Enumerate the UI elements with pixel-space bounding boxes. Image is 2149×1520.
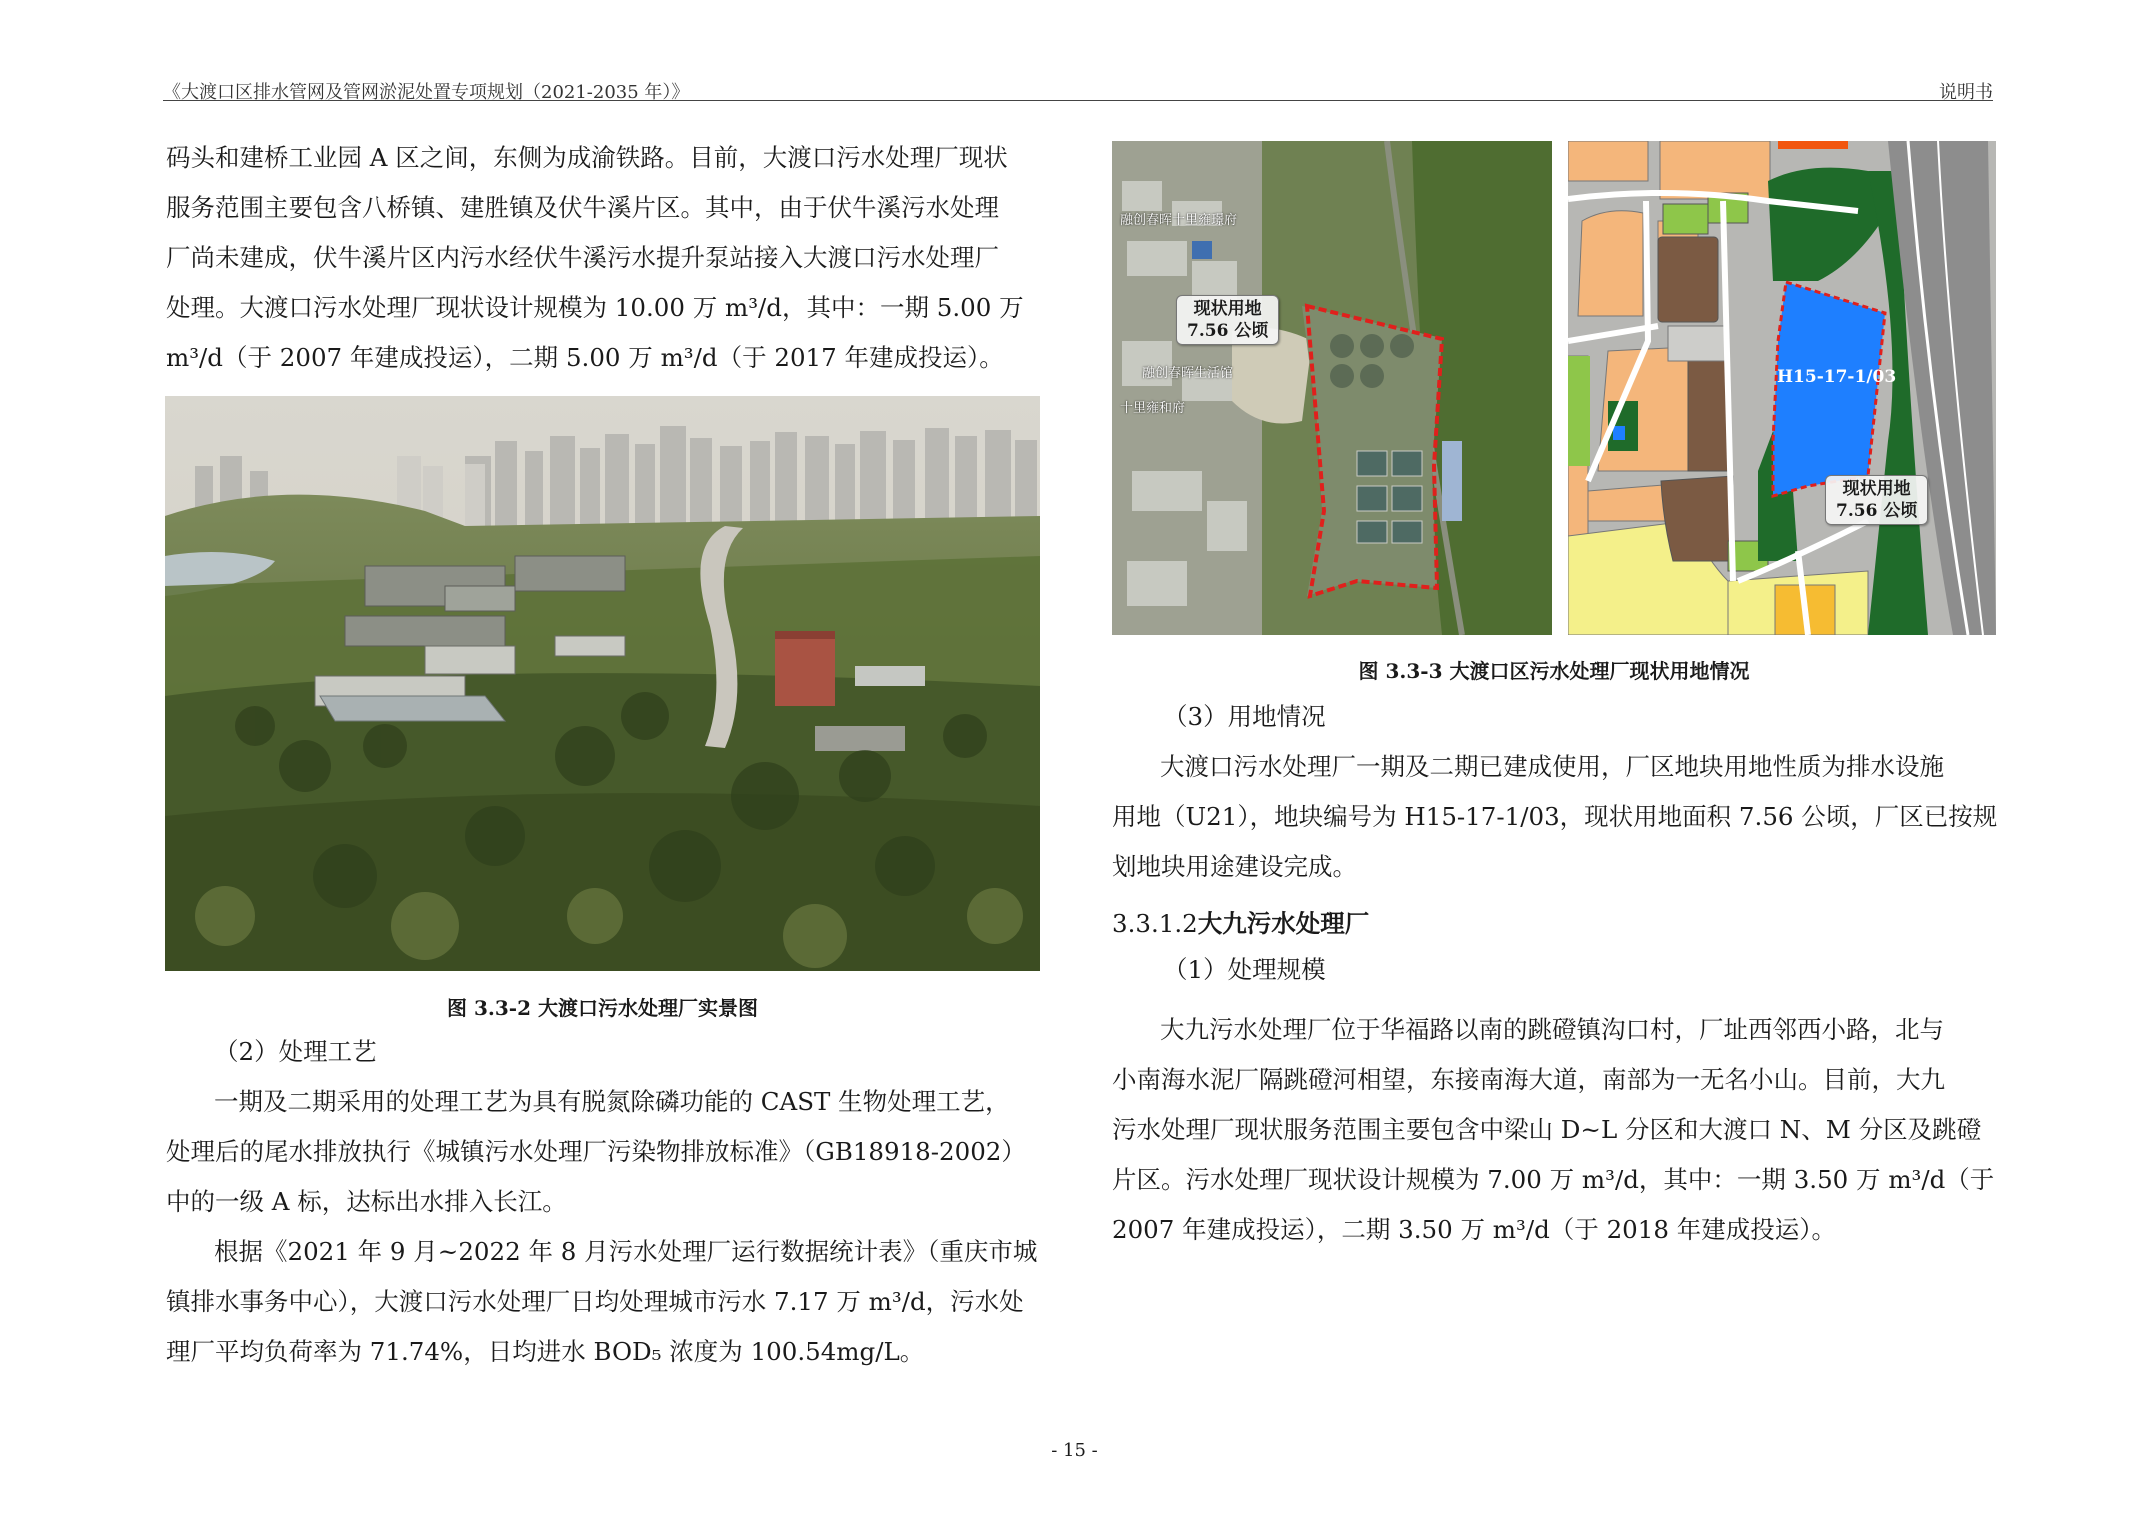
land-use-illustration [1568,141,1996,635]
text-line: 2007 年建成投运），二期 3.50 万 m³/d（于 2018 年建成投运）。 [1112,1215,1836,1244]
text-line: 服务范围主要包含八桥镇、建胜镇及伏牛溪片区。其中，由于伏牛溪污水处理 [166,193,999,222]
text-line: 镇排水事务中心），大渡口污水处理厂日均处理城市污水 7.17 万 m³/d，污水处 [166,1287,1024,1316]
text-line: 处理后的尾水排放执行《城镇污水处理厂污染物排放标准》（GB18918-2002） [166,1137,1026,1166]
text-line: 厂尚未建成，伏牛溪片区内污水经伏牛溪污水提升泵站接入大渡口污水处理厂 [166,243,999,272]
subsection-title: 大九污水处理厂 [1197,909,1370,938]
place-label: 融创春晖生活馆 [1142,366,1234,381]
text-line: 一期及二期采用的处理工艺为具有脱氮除磷功能的 CAST 生物处理工艺， [214,1087,1010,1116]
heading-text: （3）用地情况 [1163,702,1326,731]
text-line: 划地块用途建设完成。 [1112,852,1357,881]
label-line: 7.56 公顷 [1187,321,1269,341]
land-paragraph [1112,742,1996,892]
subsection-number: 3.3.1.2 [1112,909,1198,938]
figure-caption-3-3-3: 图 3.3-3 大渡口区污水处理厂现状用地情况 [1358,659,1750,683]
text-line: 污水处理厂现状服务范围主要包含中梁山 D~L 分区和大渡口 N、M 分区及跳磴 [1112,1115,1982,1144]
header-title: 《大渡口区排水管网及管网淤泥处置专项规划（2021-2035 年）》 [163,82,690,103]
figure-caption-3-3-2: 图 3.3-2 大渡口污水处理厂实景图 [447,996,758,1020]
heading-text: （2）处理工艺 [214,1037,377,1066]
text-line: 码头和建桥工业园 A 区之间，东侧为成渝铁路。目前，大渡口污水处理厂现状 [166,143,1008,172]
text-line: 小南海水泥厂隔跳磴河相望，东接南海大道，南部为一无名小山。目前，大九 [1112,1065,1945,1094]
text-line: 根据《2021 年 9 月~2022 年 8 月污水处理厂运行数据统计表》（重庆市城 [214,1237,1038,1266]
land-area-label [1176,295,1279,345]
subsection-heading [1112,904,1369,944]
label-line: 现状用地 [1842,479,1911,499]
land-area-label [1825,475,1928,525]
label-line: 7.56 公顷 [1836,501,1918,521]
text-line: 片区。污水处理厂现状设计规模为 7.00 万 m³/d，其中：一期 3.50 万 m³/d（于 [1112,1165,1995,1194]
text-line: 大九污水处理厂位于华福路以南的跳磴镇沟口村，厂址西邻西小路，北与 [1160,1015,1944,1044]
text-line: 用地（U21），地块编号为 H15-17-1/03，现状用地面积 7.56 公顷，厂区已按规 [1112,802,1998,831]
place-label: 十里雍和府 [1120,401,1186,416]
text-line: 中的一级 A 标，达标出水排入长江。 [166,1187,567,1216]
stats-paragraph [166,1227,1041,1377]
dajiu-paragraph [1112,1005,1996,1255]
label-line: 现状用地 [1193,299,1262,319]
plant-aerial-illustration [165,396,1040,971]
text-line: 大渡口污水处理厂一期及二期已建成使用，厂区地块用地性质为排水设施 [1160,752,1944,781]
page-number: - 15 - [1051,1440,1098,1461]
text-line: m³/d（于 2007 年建成投运），二期 5.00 万 m³/d（于 2017 年建成投运）。 [166,343,1004,372]
header-right: 说明书 [1939,82,1993,103]
plant-aerial-photo [165,396,1040,971]
header-rule [163,100,1993,101]
land-use-map [1568,141,1996,635]
section-heading-process [214,1027,814,1077]
text-line: 处理。大渡口污水处理厂现状设计规模为 10.00 万 m³/d，其中：一期 5.00 万 [166,293,1024,322]
text-line: 理厂平均负荷率为 71.74%，日均进水 BOD₅ 浓度为 100.54mg/L。 [166,1337,925,1366]
section-heading-scale [1163,945,1763,995]
intro-paragraph [166,133,1036,383]
heading-text: （1）处理规模 [1163,955,1326,984]
section-heading-land [1163,692,1763,742]
plot-id-label: H15-17-1/03 [1777,367,1897,387]
process-paragraph [166,1077,1041,1227]
place-label: 融创春晖十里雍璟府 [1120,213,1238,228]
satellite-map [1112,141,1552,635]
